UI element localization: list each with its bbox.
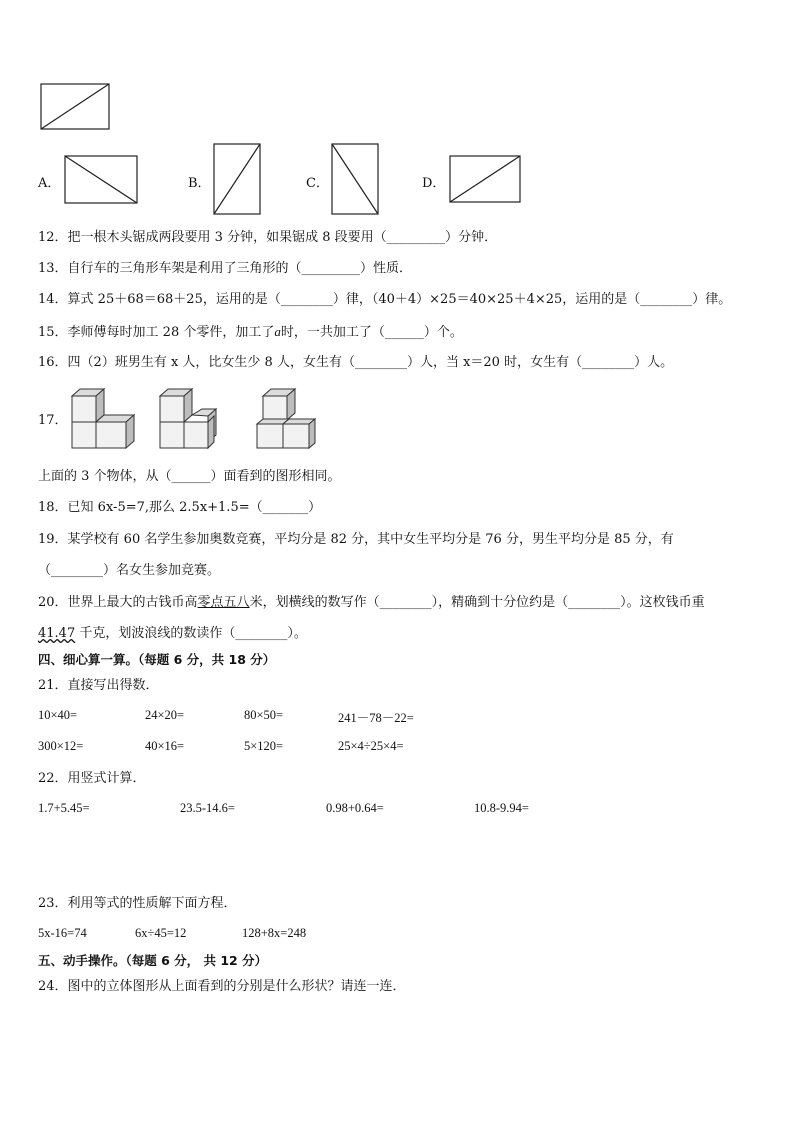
question-21-title: 21．直接写出得数．: [38, 678, 159, 693]
q22-item3: 0.98+0.64=: [326, 801, 384, 815]
question-15-text-after: 时，一共加工了（______）个。: [280, 325, 463, 340]
q21-row2-item4: 25×4÷25×4=: [338, 739, 404, 753]
option-a-figure: [64, 155, 140, 205]
question-15: [38, 323, 463, 342]
reference-rectangle-figure: [40, 83, 112, 131]
question-20-line-1: [38, 594, 705, 612]
cube-object-2: [158, 392, 228, 452]
q21-row2-item3: 5×120=: [244, 739, 284, 753]
q21-row1-item3: 80×50=: [244, 708, 284, 722]
option-d-label: D．: [422, 176, 446, 191]
option-c-figure: [331, 143, 381, 217]
option-b-figure: [213, 143, 263, 217]
question-20-wavy-number: 41.47: [38, 626, 76, 641]
question-20-line-2: [38, 625, 307, 643]
question-15-text-before: 15．李师傅每时加工 28 个零件，加工了: [38, 325, 275, 340]
q22-item4: 10.8-9.94=: [474, 801, 529, 815]
q21-row2-item1: 300×12=: [38, 739, 84, 753]
section-5-heading: 五、动手操作。（每题 6 分， 共 12 分）: [38, 953, 268, 968]
question-16: 16．四（2）班男生有 x 人，比女生少 8 人，女生有（________）人，当 x＝20 时，女生有（________）人。: [38, 355, 674, 370]
option-c-label: C．: [306, 176, 329, 191]
question-23-title: 23．利用等式的性质解下面方程．: [38, 896, 237, 911]
question-17-number: 17．: [38, 413, 68, 428]
question-20-underlined-number: 零点五八: [197, 595, 250, 610]
section-4-heading: 四、细心算一算。（每题 6 分，共 18 分）: [38, 652, 276, 667]
question-24: 24．图中的立体图形从上面看到的分别是什么形状？请连一连．: [38, 979, 406, 994]
question-20-text-a: 20．世界上最大的古钱币高: [38, 595, 198, 610]
question-22-title: 22．用竖式计算．: [38, 771, 146, 786]
question-19-line-1: 19．某学校有 60 名学生参加奥数竞赛，平均分是 82 分，其中女生平均分是 76 分，男生平均分是 85 分，有: [38, 532, 674, 547]
q21-row1-item1: 10×40=: [38, 708, 78, 722]
cube-object-1: [70, 392, 140, 452]
q22-item1: 1.7+5.45=: [38, 801, 90, 815]
question-15-variable: a: [274, 324, 281, 339]
option-a-label: A．: [38, 176, 61, 191]
q23-item3: 128+8x=248: [242, 926, 307, 940]
question-20-text-c: 千克，划波浪线的数读作（________）。: [75, 626, 307, 641]
question-17-text: 上面的 3 个物体，从（______）面看到的图形相同。: [38, 469, 341, 484]
q23-item1: 5x-16=74: [38, 926, 87, 940]
question-13: 13．自行车的三角形车架是利用了三角形的（_________）性质．: [38, 261, 413, 276]
q22-item2: 23.5-14.6=: [180, 801, 235, 815]
option-b-label: B．: [188, 176, 211, 191]
q21-row2-item2: 40×16=: [145, 739, 185, 753]
q23-item2: 6x÷45=12: [135, 926, 187, 940]
q21-row1-item2: 24×20=: [145, 708, 185, 722]
question-12: 12．把一根木头锯成两段要用 3 分钟，如果锯成 8 段要用（_________）分钟．: [38, 230, 498, 245]
question-20-text-b: 米，划横线的数写作（________），精确到十分位约是（________）。这枚钱币重: [249, 595, 705, 610]
q21-row1-item4: 241－78－22=: [338, 711, 414, 725]
question-14: 14．算式 25＋68＝68＋25，运用的是（________）律，（40＋4）×25＝40×25＋4×25，运用的是（________）律。: [38, 292, 732, 307]
cube-object-3: [255, 386, 325, 452]
question-18: 18．已知 6x-5=7,那么 2.5x+1.5=（_______）: [38, 500, 322, 515]
question-19-line-2: （________）名女生参加竞赛。: [38, 563, 221, 578]
option-d-figure: [449, 155, 525, 205]
